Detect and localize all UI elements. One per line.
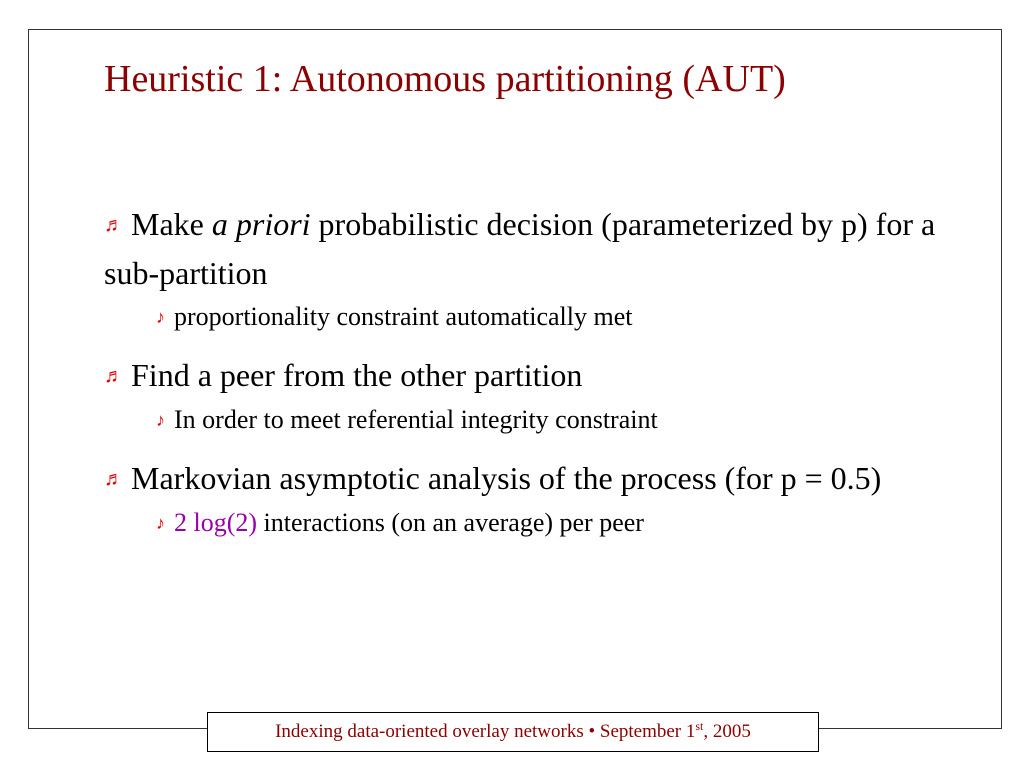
note-bullet-icon: ♬ xyxy=(104,214,124,236)
note-sub-bullet-icon: ♪ xyxy=(156,513,165,533)
sub-bullet-text: interactions (on an average) per peer xyxy=(257,508,644,537)
bullet-text-italic: a priori xyxy=(211,206,311,242)
bullet-text-before: Make xyxy=(131,206,212,242)
slide-title: Heuristic 1: Autonomous partitioning (AUT) xyxy=(104,58,786,100)
bullet-text-after: probabilistic decision (parameterized by p) for a sub-partition xyxy=(104,206,936,291)
sub-bullet-text: proportionality constraint automatically met xyxy=(174,302,633,331)
sub-bullet-text: In order to meet referential integrity constraint xyxy=(174,405,658,434)
footer-text-before: Indexing data-oriented overlay networks • September 1 xyxy=(275,721,696,742)
note-sub-bullet-icon: ♪ xyxy=(156,410,165,430)
bullet-list xyxy=(104,200,954,557)
bullet-text: Markovian asymptotic analysis of the process (for p = 0.5) xyxy=(131,460,882,496)
bullet-item-3 xyxy=(104,454,954,503)
note-bullet-icon: ♬ xyxy=(104,365,124,387)
note-bullet-icon: ♬ xyxy=(104,468,124,490)
bullet-item-1 xyxy=(104,200,954,297)
sub-bullet-item-3 xyxy=(104,503,954,543)
highlighted-formula: 2 log(2) xyxy=(174,508,258,537)
bullet-text: Find a peer from the other partition xyxy=(131,357,583,393)
slide-footer xyxy=(207,712,819,752)
note-sub-bullet-icon: ♪ xyxy=(156,307,165,327)
footer-text-after: , 2005 xyxy=(703,721,751,742)
sub-bullet-item-2 xyxy=(104,400,954,440)
sub-bullet-item-1 xyxy=(104,297,954,337)
footer-superscript: st xyxy=(695,719,704,733)
bullet-item-2 xyxy=(104,351,954,400)
